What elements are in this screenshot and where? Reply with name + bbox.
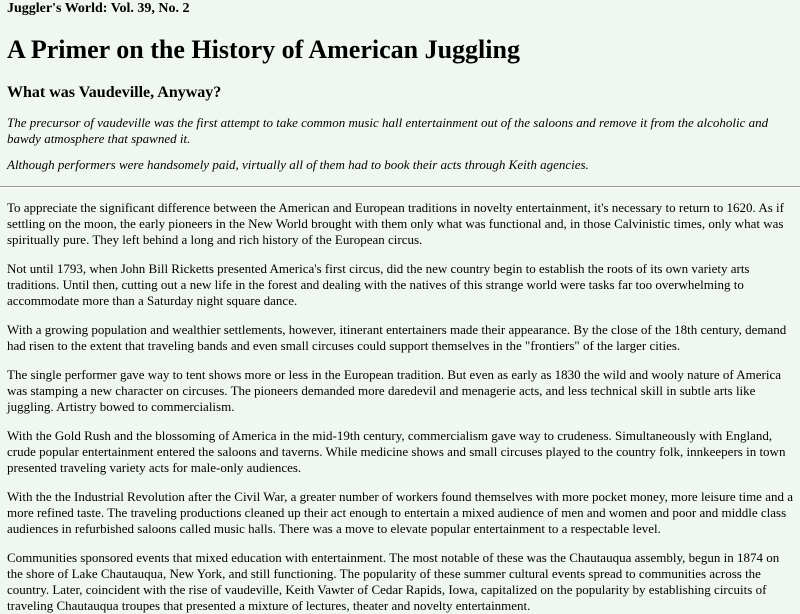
body-paragraph: With the the Industrial Revolution after the Civil War, a greater number of workers found themselves with more pocket money, more leisure time and a more refined taste. The traveling productions cleaned up their act enough to entertain a mixed audience of men and women and poor and middle class audiences in refurbished saloons called music halls. There was a move to elevate popular entertainment to a respectable level. xyxy=(7,489,793,536)
body-paragraph: With the Gold Rush and the blossoming of America in the mid-19th century, commercialism gave way to crudeness. Simultaneously with England, crude popular entertainment entered the saloons and taverns. While medicine shows and small circuses played to the country folk, innkeepers in town presented traveling variety acts for male-only audiences. xyxy=(7,428,786,475)
body-paragraph: Not until 1793, when John Bill Ricketts presented America's first circus, did the new country begin to establish the roots of its own variety arts traditions. Until then, cutting out a new life in the forest and dealing with the natives of this strange world were tasks far too overwhelming to accommodate more than a Saturday night square dance. xyxy=(7,261,750,308)
body-paragraph: Communities sponsored events that mixed education with entertainment. The most notable of these was the Chautauqua assembly, begun in 1874 on the shore of Lake Chautauqua, New York, and still functioning. The popularity of these summer cultural events spread to communities across the country. Later, coincident with the rise of vaudeville, Keith Vawter of Cedar Rapids, Iowa, capitalized on the popularity by establishing circuits of traveling Chautauqua troupes that presented a mixture of lectures, theater and novelty entertainment. xyxy=(7,550,780,613)
issue-label: Juggler's World: Vol. 39, No. 2 xyxy=(7,1,190,16)
article-subtitle: What was Vaudeville, Anyway? xyxy=(7,84,222,101)
section-divider xyxy=(0,186,800,188)
body-paragraph: To appreciate the significant difference between the American and European traditions in novelty entertainment, it's necessary to return to 1620. As if settling on the moon, the early pioneers in the New World brought with them only what was functional and, in those Calvinistic times, only what was spiritually pure. They left behind a long and rich history of the European circus. xyxy=(7,200,784,247)
page-title: A Primer on the History of American Juggling xyxy=(7,35,520,64)
summary-paragraph: Although performers were handsomely paid, virtually all of them had to book their acts through Keith agencies. xyxy=(7,157,589,172)
summary-paragraph: The precursor of vaudeville was the first attempt to take common music hall entertainment out of the saloons and remove it from the alcoholic and bawdy atmosphere that spawned it. xyxy=(7,115,769,146)
article-summary xyxy=(7,115,793,173)
body-paragraph: With a growing population and wealthier settlements, however, itinerant entertainers made their appearance. By the close of the 18th century, demand had risen to the extent that traveling bands and even small circuses could support themselves in the "frontiers" of the larger cities. xyxy=(7,322,787,353)
body-paragraph: The single performer gave way to tent shows more or less in the European tradition. But even as early as 1830 the wild and wooly nature of America was stamping a new character on circuses. The pioneers demanded more daredevil and menagerie acts, and less technical skill in subtle arts like juggling. Artistry bowed to commercialism. xyxy=(7,367,782,414)
article-page xyxy=(0,1,800,614)
article-body xyxy=(7,200,793,614)
